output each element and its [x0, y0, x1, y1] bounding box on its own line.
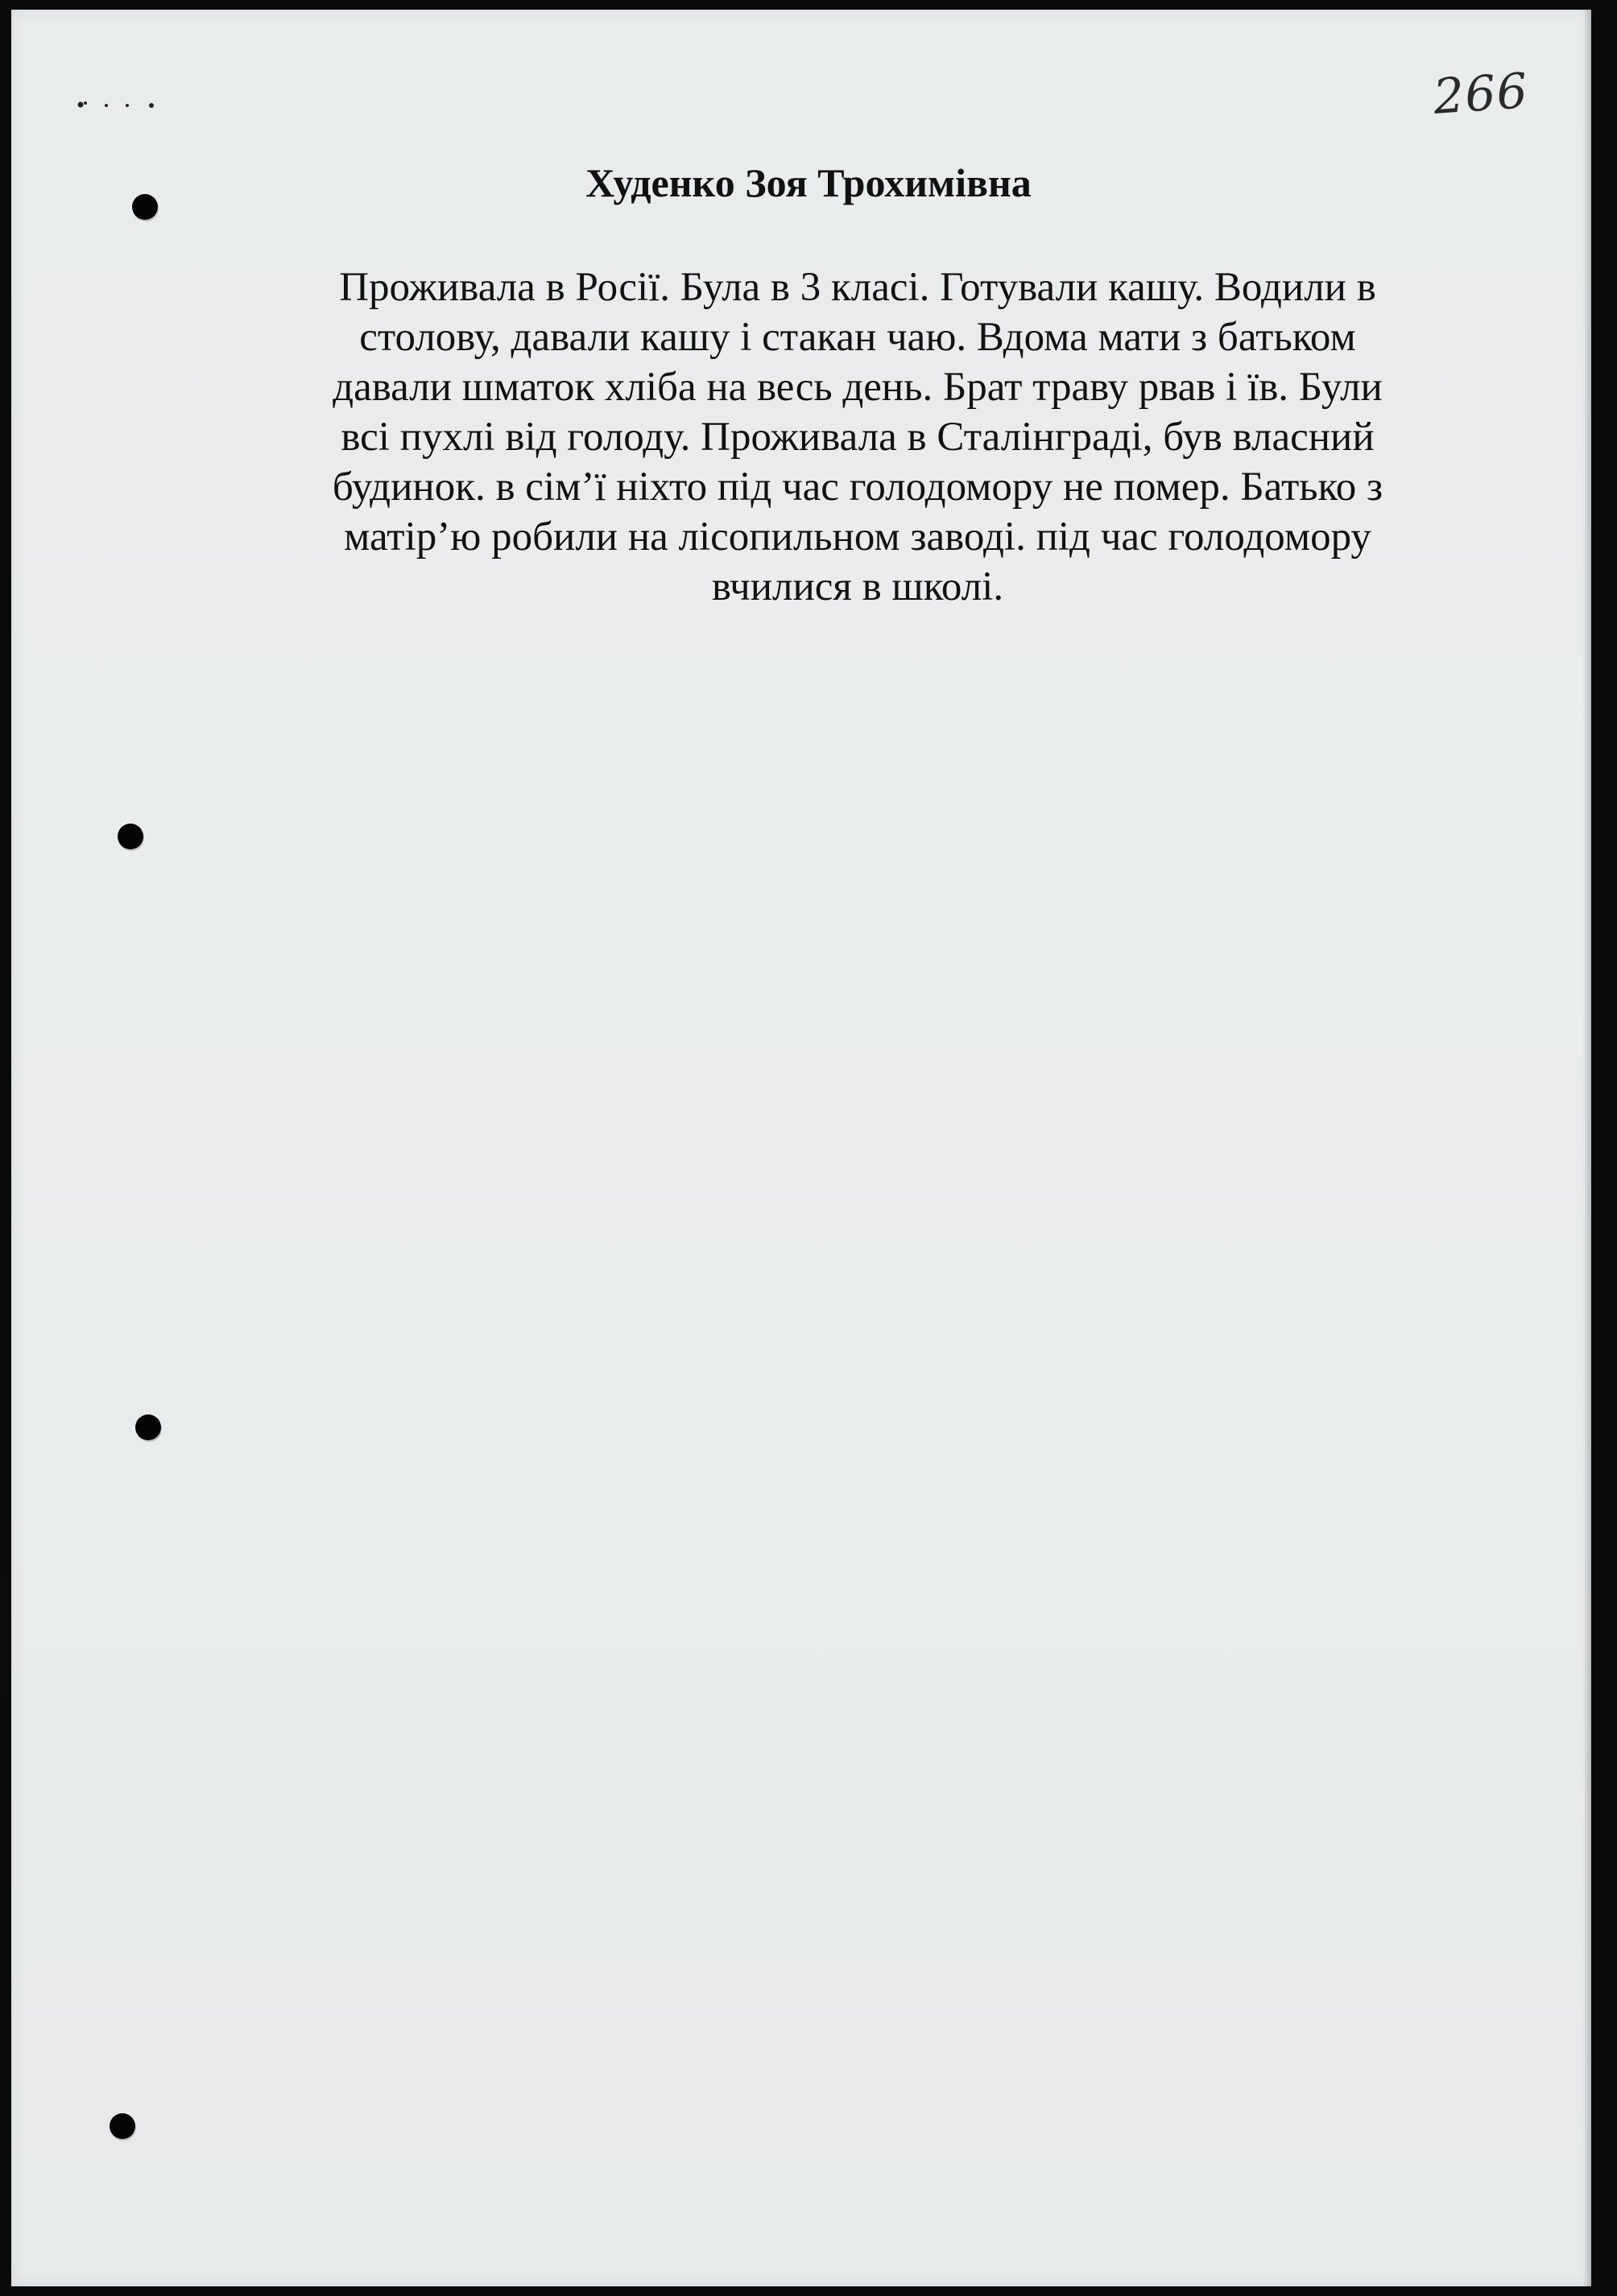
punch-hole-3: [135, 1414, 161, 1440]
body-line: столову, давали кашу і стакан чаю. Вдома мати з батьком: [359, 315, 1356, 360]
body-line: вчилися в школі.: [711, 564, 1004, 609]
punch-hole-4: [110, 2113, 135, 2139]
corner-marks: [74, 95, 171, 111]
paper-edge-shadow: [1583, 10, 1591, 2286]
handwritten-page-number: 266: [1432, 62, 1531, 126]
punch-hole-2: [118, 824, 143, 849]
document-title: Худенко Зоя Трохимівна: [585, 160, 1032, 205]
body-line: Проживала в Росії. Була в 3 класі. Готували кашу. Водили в: [339, 265, 1376, 310]
document-body: [225, 262, 1490, 612]
body-line: давали шматок хліба на весь день. Брат траву рвав і їв. Були: [333, 365, 1383, 410]
body-line: будинок. в сім’ї ніхто під час голодомору не помер. Батько з: [332, 465, 1383, 510]
body-line: всі пухлі від голоду. Проживала в Сталінграді, був власний: [341, 415, 1375, 460]
body-line: матір’ю робили на лісопильном заводі. під час голодомору: [344, 514, 1371, 560]
